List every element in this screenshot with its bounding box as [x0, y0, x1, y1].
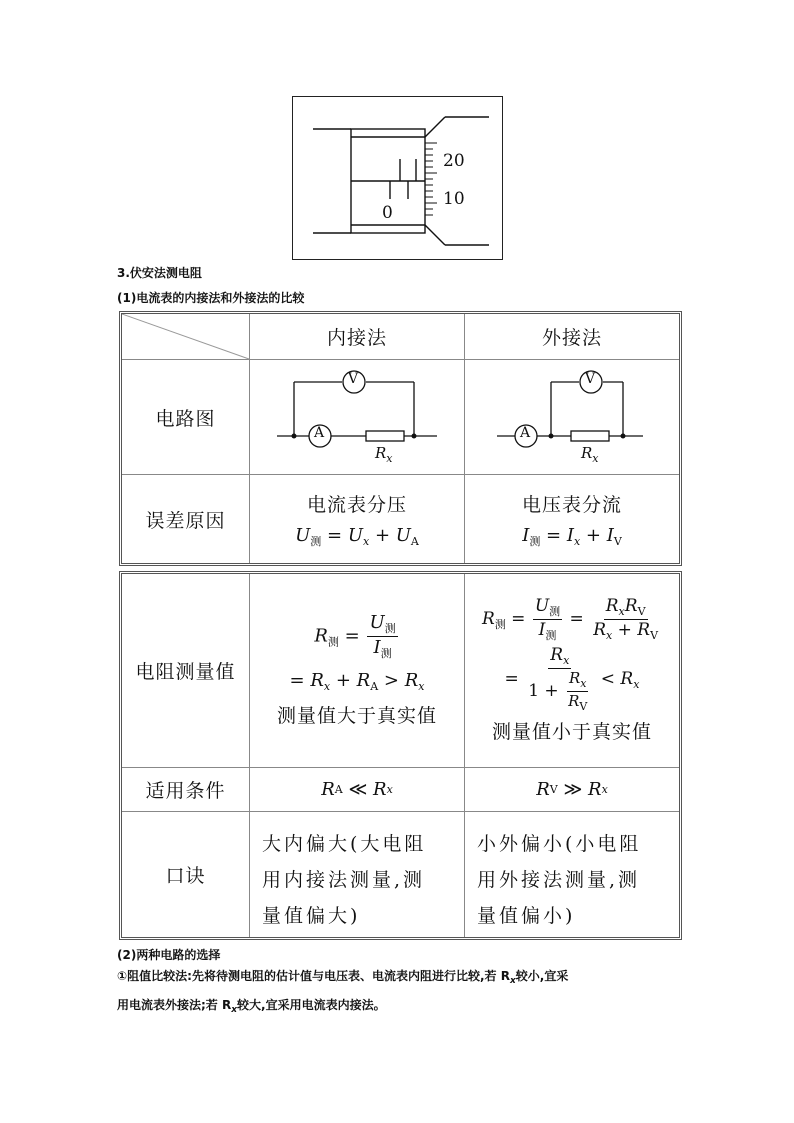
header-outer: 外接法 — [541, 327, 602, 349]
row-label-condition: 适用条件 — [145, 780, 226, 802]
outer-mnemonic: 小外偏小(小电阻 用外接法测量,测 量值偏小) — [477, 833, 642, 927]
inner-mnemonic: 大内偏大(大电阻 用内接法测量,测 量值偏大) — [262, 833, 427, 927]
circuit-inner — [272, 364, 442, 469]
voltmeter-symbol: V — [585, 371, 596, 387]
resistor-label: $R_x$ — [581, 444, 599, 465]
outer-error-text: 电压表分流 — [521, 493, 622, 516]
paragraph-resistance-comparison: ①阻值比较法:先将待测电阻的估计值与电压表、电流表内阻进行比较,若 $R_x$较小,宜采 用电流表外接法;若 $R_x$较大,宜采用电流表内接法。 — [117, 969, 569, 1015]
comparison-table-bottom — [119, 571, 682, 940]
micrometer-label-10: 10 — [443, 189, 465, 209]
header-diagonal — [122, 314, 250, 360]
outer-error-cell — [465, 475, 679, 563]
voltmeter-symbol: V — [348, 371, 359, 387]
row-label-resistance: 电阻测量值 — [135, 661, 236, 683]
micrometer-label-0: 0 — [382, 203, 393, 223]
inner-error-cell — [250, 475, 464, 563]
comparison-table-top — [119, 311, 682, 566]
micrometer-drawing — [293, 97, 502, 259]
subsection-2-title: (2)两种电路的选择 — [117, 948, 221, 962]
inner-error-formula: $U_测 = U_x + U_A$ — [295, 524, 419, 548]
outer-resistance-formula-2: = $R_x$ 1 + $\frac{R_x}{R_V}$ < $R_x$ — [504, 644, 640, 714]
row-label-mnemonic: 口诀 — [165, 865, 206, 887]
inner-resistance-cell — [250, 574, 464, 767]
outer-error-formula: $I_测 = I_x + I_V$ — [522, 524, 622, 548]
header-inner: 内接法 — [326, 327, 387, 349]
inner-error-text: 电流表分压 — [306, 493, 407, 516]
row-label-error: 误差原因 — [145, 509, 226, 532]
outer-resistance-cell — [465, 574, 679, 767]
row-label-circuit: 电路图 — [155, 407, 216, 430]
inner-resistance-formula-2: = $R_x + R_A > R_x$ — [289, 670, 425, 694]
outer-conclusion: 测量值小于真实值 — [491, 721, 652, 744]
micrometer-figure — [292, 96, 503, 260]
ammeter-symbol: A — [314, 425, 325, 441]
micrometer-label-20: 20 — [443, 151, 465, 171]
circuit-outer — [487, 364, 662, 469]
subsection-1-title: (1)电流表的内接法和外接法的比较 — [117, 291, 305, 305]
inner-conclusion: 测量值大于真实值 — [276, 705, 437, 728]
resistor-label: $R_x$ — [375, 444, 393, 465]
outer-condition: R V ≫ R x — [536, 779, 608, 800]
section-title: 3.伏安法测电阻 — [117, 266, 202, 280]
inner-resistance-formula-1: $R_测$ = $\frac{U_测}{I_测}$ — [314, 611, 396, 660]
ammeter-symbol: A — [520, 425, 531, 441]
inner-condition: R A ≪ R x — [321, 779, 393, 800]
outer-resistance-formula-1: $R_测$ = $\frac{U_测}{I_测}$ = $\frac{R_xR_V}{R_x + R_V}$ — [481, 595, 659, 642]
